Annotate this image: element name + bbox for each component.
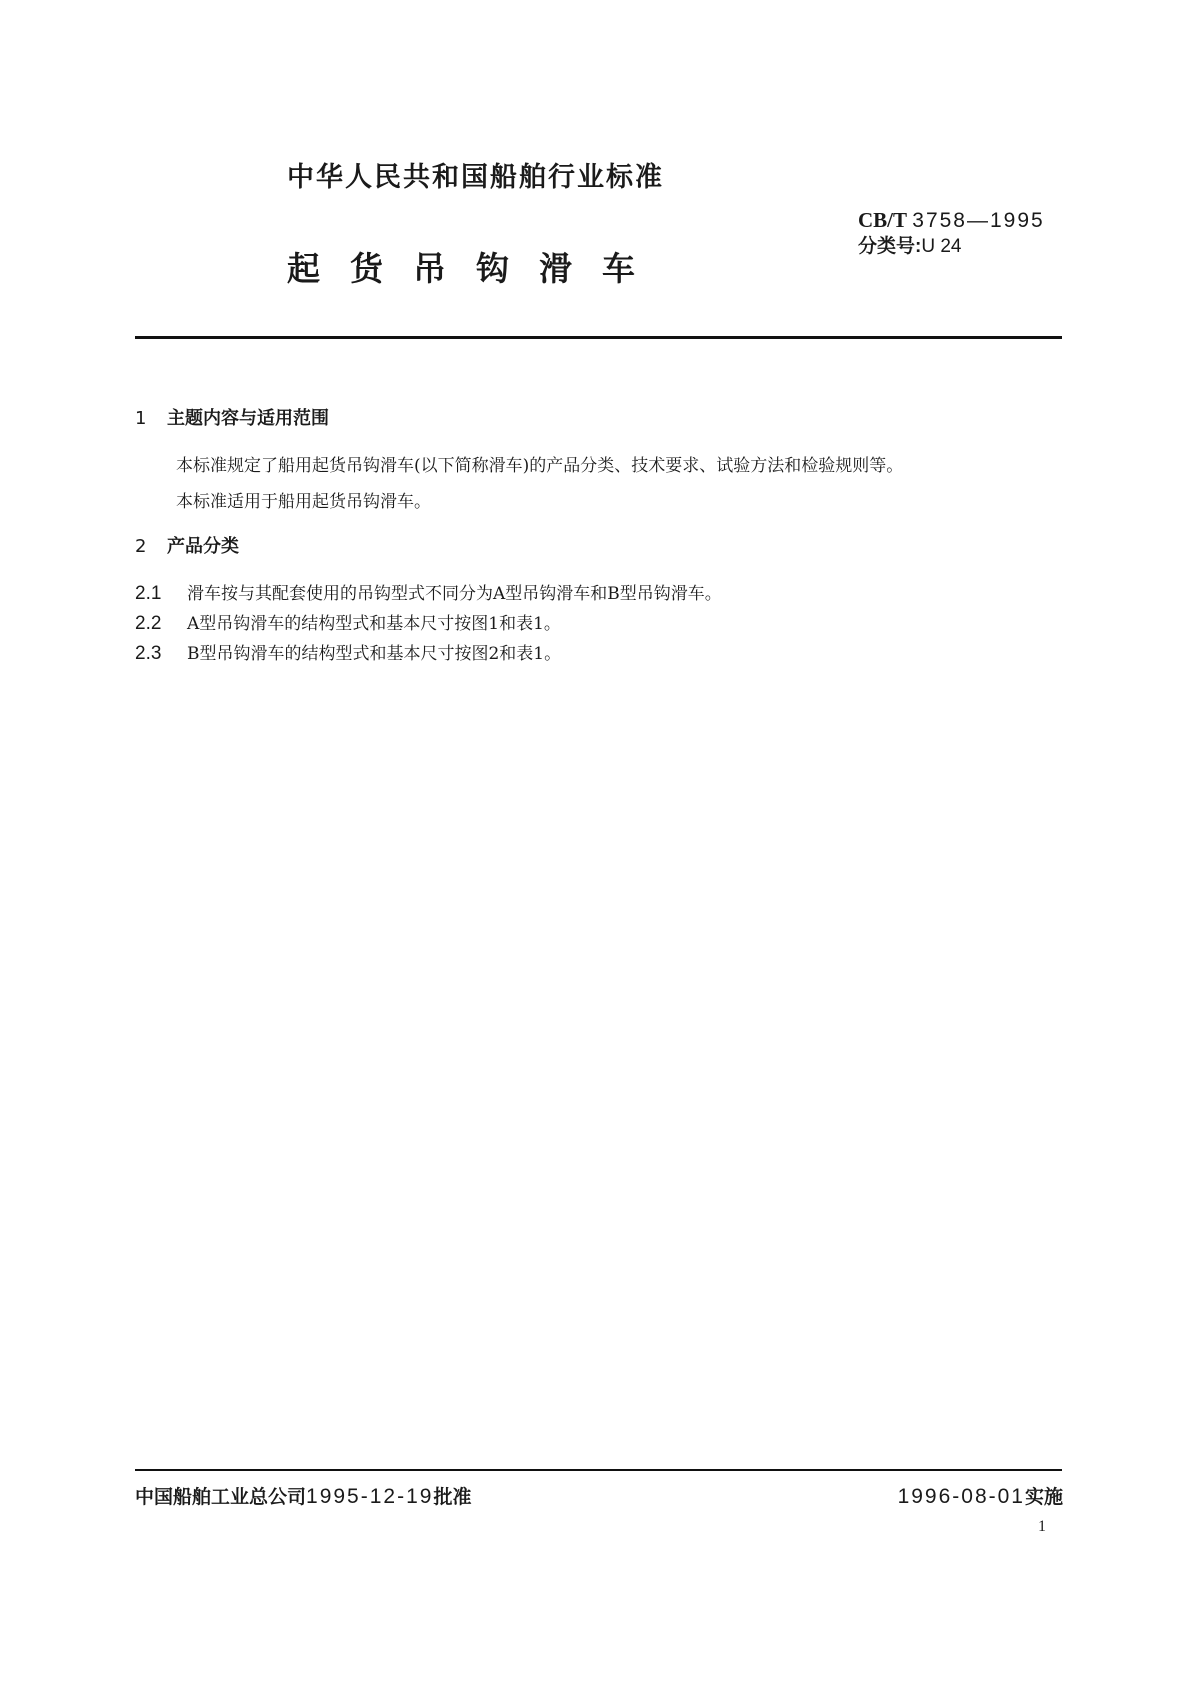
standard-title: 起货吊钩滑车 <box>287 249 665 288</box>
standard-code <box>858 208 1045 233</box>
section-title: 产品分类 <box>167 536 239 557</box>
standard-code-prefix: CB/T <box>858 208 908 232</box>
clause-text: 滑车按与其配套使用的吊钩型式不同分为A型吊钩滑车和B型吊钩滑车。 <box>187 584 722 604</box>
clause-number: 2.2 <box>135 613 162 634</box>
clause-2-1 <box>135 579 722 605</box>
clause-text: B型吊钩滑车的结构型式和基本尺寸按图2和表1。 <box>187 644 562 664</box>
section-1-paragraph-1: 本标准规定了船用起货吊钩滑车(以下简称滑车)的产品分类、技术要求、试验方法和检验规则等。 <box>176 456 904 476</box>
classification <box>858 231 961 258</box>
approval-line <box>135 1482 471 1509</box>
section-title: 主题内容与适用范围 <box>167 408 329 429</box>
approval-suffix: 批准 <box>433 1486 472 1508</box>
effective-date: 1996-08-01 <box>897 1485 1025 1508</box>
footer-divider <box>135 1469 1062 1471</box>
section-1-paragraph-2: 本标准适用于船用起货吊钩滑车。 <box>176 492 431 512</box>
clause-2-3 <box>135 639 561 665</box>
section-1-heading <box>135 404 329 430</box>
standard-organization: 中华人民共和国船舶行业标准 <box>287 162 664 193</box>
standard-code-number: 3758—1995 <box>912 209 1045 232</box>
section-number: 1 <box>135 408 147 429</box>
clause-2-2 <box>135 609 561 635</box>
section-2-heading <box>135 532 239 558</box>
clause-number: 2.3 <box>135 643 162 664</box>
effective-suffix: 实施 <box>1024 1486 1063 1508</box>
approval-date: 1995-12-19 <box>306 1485 434 1508</box>
approver: 中国船舶工业总公司 <box>135 1486 307 1508</box>
header-divider <box>135 336 1062 339</box>
clause-number: 2.1 <box>135 583 162 604</box>
classification-label: 分类号: <box>858 236 922 257</box>
clause-text: A型吊钩滑车的结构型式和基本尺寸按图1和表1。 <box>187 614 561 634</box>
effective-line <box>898 1482 1063 1509</box>
section-number: 2 <box>135 536 147 557</box>
page-number: 1 <box>1038 1518 1046 1535</box>
classification-value: U 24 <box>921 236 962 257</box>
